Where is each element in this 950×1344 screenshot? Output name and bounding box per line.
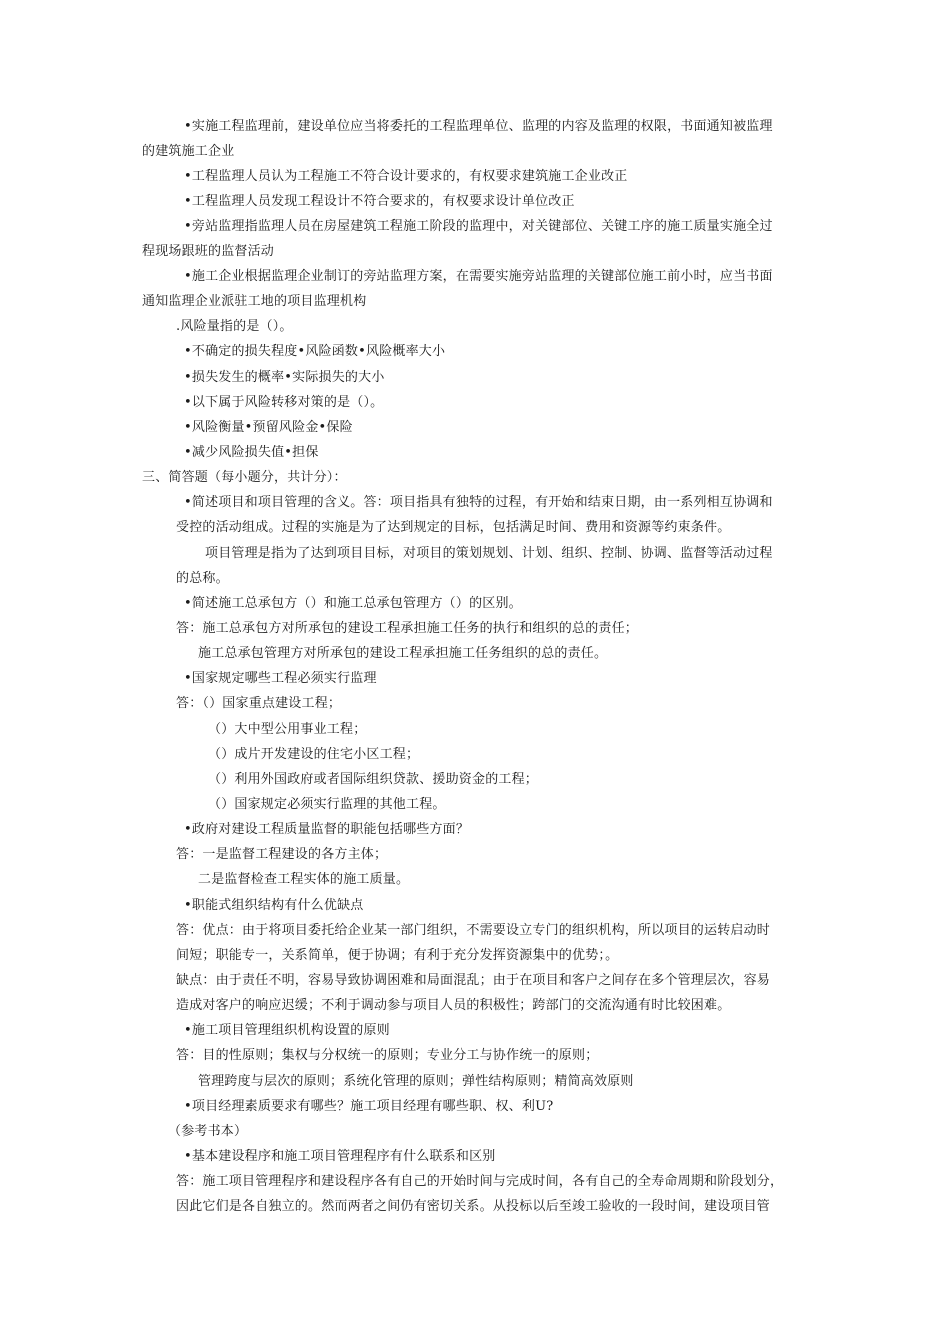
answer-line: 间短；职能专一，关系简单，便于协调；有利于充分发挥资源集中的优势；。: [176, 948, 619, 963]
answer-line: 答：施工总承包方对所承包的建设工程承担施工任务的执行和组织的总的责任；: [176, 621, 639, 636]
answer-line: 答：优点：由于将项目委托给企业某一部门组织，不需要设立专门的组织机构，所以项目的运转启动时: [176, 923, 771, 938]
text-line: （参考书本）: [168, 1124, 248, 1139]
text-line: •实施工程监理前，建设单位应当将委托的工程监理单位、监理的内容及监理的权限，书面通知被监理: [184, 119, 773, 134]
text-line: •国家规定哪些工程必须实行监理: [184, 671, 377, 686]
text-line: •项目经理素质要求有哪些？施工项目经理有哪些职、权、利U?: [184, 1099, 554, 1114]
text-line: •简述项目和项目管理的含义。答：项目指具有独特的过程，有开始和结束日期，由一系列相互协调和: [184, 495, 773, 510]
answer-line: 造成对客户的响应迟缓；不利于调动参与项目人员的积极性；跨部门的交流沟通有时比较困难。: [176, 998, 731, 1013]
text-line: 通知监理企业派驻工地的项目监理机构: [142, 294, 367, 309]
answer-line: （）成片开发建设的住宅小区工程；: [208, 747, 420, 762]
question-line: .风险量指的是（）。: [176, 319, 293, 334]
answer-line: （）国家规定必须实行监理的其他工程。: [208, 797, 446, 812]
answer-line: 缺点：由于责任不明，容易导致协调困难和局面混乱；由于在项目和客户之间存在多个管理层次，容易: [176, 973, 771, 988]
answer-line: 答：（）国家重点建设工程；: [176, 696, 342, 711]
text-line: 的总称。: [176, 571, 229, 586]
answer-line: 施工总承包管理方对所承包的建设工程承担施工任务组织的总的责任。: [198, 646, 608, 661]
answer-line: 答：施工项目管理程序和建设程序各有自己的开始时间与完成时间，各有自己的全寿命周期和阶段划分，: [176, 1174, 784, 1189]
text-line: 受控的活动组成。过程的实施是为了达到规定的目标，包括满足时间、费用和资源等约束条件。: [176, 520, 731, 535]
text-line: •施工企业根据监理企业制订的旁站监理方案，在需要实施旁站监理的关键部位施工前小时，应当书面: [184, 269, 773, 284]
text-line: •工程监理人员发现工程设计不符合要求的，有权要求设计单位改正: [184, 194, 575, 209]
answer-line: （）大中型公用事业工程；: [208, 722, 367, 737]
answer-line: 管理跨度与层次的原则；系统化管理的原则；弹性结构原则；精简高效原则: [198, 1074, 634, 1089]
text-line: •简述施工总承包方（）和施工总承包管理方（）的区别。: [184, 596, 522, 611]
text-line: 项目管理是指为了达到项目目标，对项目的策划规划、计划、组织、控制、协调、监督等活动过程: [205, 546, 773, 561]
section-heading: 三、简答题（每小题分，共计分）：: [142, 470, 347, 485]
text-line: 的建筑施工企业: [142, 144, 235, 159]
text-line: •政府对建设工程质量监督的职能包括哪些方面？: [184, 822, 470, 837]
option-line: •减少风险损失值•担保: [184, 445, 319, 460]
text-line: •职能式组织结构有什么优缺点: [184, 898, 364, 913]
answer-line: 二是监督检查工程实体的施工质量。: [198, 872, 410, 887]
text-line: •旁站监理指监理人员在房屋建筑工程施工阶段的监理中，对关键部位、关键工序的施工质量实施全过: [184, 219, 773, 234]
answer-line: 因此它们是各自独立的。然而两者之间仍有密切关系。从投标以后至竣工验收的一段时间，建设项目管: [176, 1199, 771, 1214]
question-line: •以下属于风险转移对策的是（）。: [184, 395, 384, 410]
answer-line: 答：一是监督工程建设的各方主体；: [176, 847, 388, 862]
option-line: •不确定的损失程度•风险函数•风险概率大小: [184, 344, 446, 359]
option-line: •损失发生的概率•实际损失的大小: [184, 370, 385, 385]
text-line: •基本建设程序和施工项目管理程序有什么联系和区别: [184, 1149, 496, 1164]
text-line: •工程监理人员认为工程施工不符合设计要求的，有权要求建筑施工企业改正: [184, 169, 628, 184]
text-line: •施工项目管理组织机构设置的原则: [184, 1023, 390, 1038]
answer-line: 答：目的性原则；集权与分权统一的原则；专业分工与协作统一的原则；: [176, 1048, 599, 1063]
option-line: •风险衡量•预留风险金•保险: [184, 420, 353, 435]
text-line: 程现场跟班的监督活动: [142, 244, 275, 259]
answer-line: （）利用外国政府或者国际组织贷款、援助资金的工程；: [208, 772, 539, 787]
